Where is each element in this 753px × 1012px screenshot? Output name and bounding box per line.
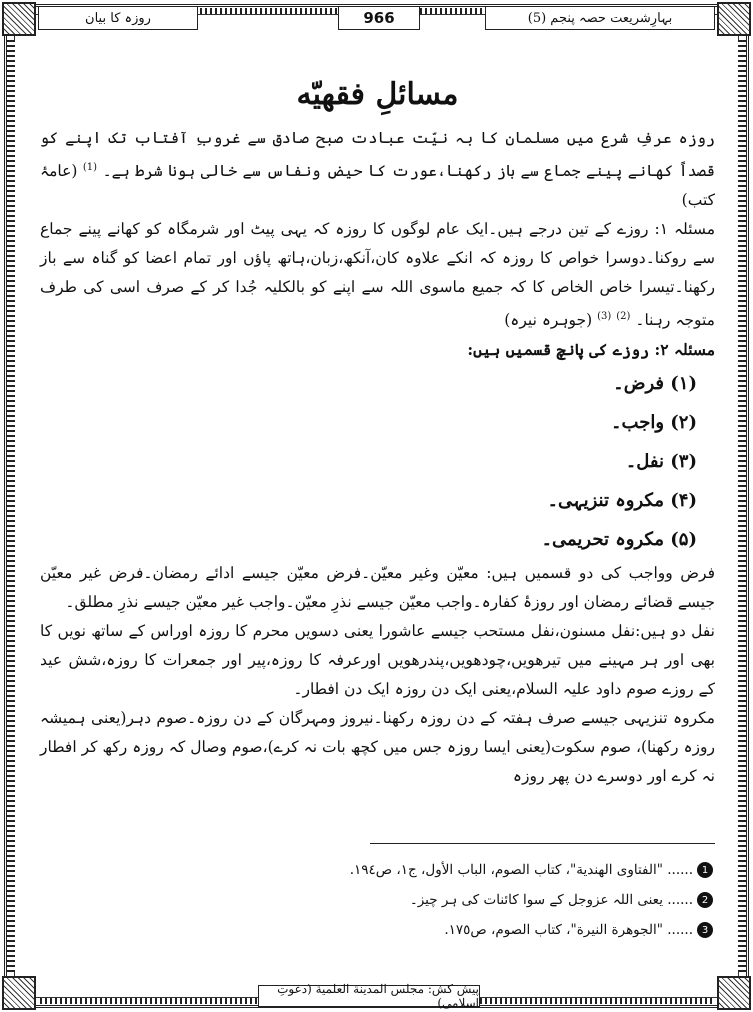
footnote-number: 3 — [697, 922, 713, 938]
fast-types-list — [40, 364, 715, 559]
footnote-ref-2: (2) — [616, 311, 631, 323]
footnote-number: 1 — [697, 862, 713, 878]
list-item: (۱) فرض۔ — [613, 373, 697, 395]
footnote-ref-3: (3) — [597, 311, 612, 323]
footnote-ref-1: (1) — [82, 162, 98, 173]
footnote-text: ...... "الجوهرة النيرة"، كتاب الصوم، ص١٧٥. — [444, 922, 693, 938]
main-content — [40, 70, 715, 791]
list-item: (۲) واجب۔ — [610, 412, 697, 434]
border-pattern-left — [7, 40, 15, 972]
paragraph-farz-wajib: فرض وواجب کی دو قسمیں ہیں: معیّن وغیر معیّن۔فرض معیّن جیسے ادائے رمضان۔فرض غیر معیّن جیسے قضائے رمضان اور روزۂ کفارہ۔واجب معیّن جیسے نذرِ معیّن۔واجب غیر معیّن جیسے نذرِ مطلق۔ — [40, 564, 715, 612]
paragraph-1-text: روزہ عرفِ شرع میں مسلمان کا بہ نیّت عبادت صبح صادق سے غروبِ آفتاب تک اپنے کو قصداً کھانے پینے جماع سے باز رکھنا،عورت کا حیض ونفاس سے خالی ہونا شرط ہے۔ — [40, 129, 715, 181]
footnote-1 — [38, 855, 713, 885]
footnotes — [38, 855, 713, 945]
list-item: (۳) نفل۔ — [625, 451, 697, 473]
masala-1 — [40, 215, 715, 335]
publisher-label: پیش کش: مجلس المدينة العلمية (دعوتِ اسلامی) — [258, 985, 480, 1007]
list-item: (۵) مکروہ تحریمی۔ — [541, 529, 697, 551]
page-footer — [0, 982, 753, 1010]
footnote-text: ...... یعنی اللہ عزوجل کے سوا کائنات کی ہر چیز۔ — [409, 892, 693, 908]
chapter-title: روزہ کا بیان — [38, 6, 198, 30]
page-number: 966 — [338, 6, 420, 30]
footnote-divider — [370, 843, 715, 844]
footnote-3 — [38, 915, 713, 945]
footnote-2 — [38, 885, 713, 915]
page-header — [0, 4, 753, 32]
list-item: (۴) مکروہ تنزیہی۔ — [547, 490, 697, 512]
book-title: بہارِشریعت حصہ پنجم (5) — [485, 6, 715, 30]
masala-1-text: مسئلہ ۱: روزے کے تین درجے ہیں۔ایک عام لوگوں کا روزہ کہ یہی پیٹ اور شرمگاہ کو کھانے پینے جماع سے روکنا۔دوسرا خواص کا روزہ کہ انکے علاوہ کان،آنکھ،زبان،ہاتھ پاؤں اور تمام اعضا کو گناہ سے باز رکھنا۔تیسرا خاص الخاص کا کہ جمیع ماسوی اللہ سے اپنے کو بالکلیہ جُدا کر کے صرف اسی کی طرف متوجہ رہنا۔ — [40, 220, 715, 330]
footnote-number: 2 — [697, 892, 713, 908]
paragraph-1 — [40, 124, 715, 215]
masala-2: مسئلہ ۲: روزے کی پانچ قسمیں ہیں: — [467, 340, 715, 360]
paragraph-makruh: مکروہ تنزیہی جیسے صرف ہفتہ کے دن روزہ رکھنا۔نیروز ومہرگان کے دن روزہ۔صوم دہر(یعنی ہمیشہ روزہ رکھنا)، صوم سکوت(یعنی ایسا روزہ جس میں کچھ بات نہ کرے)،صوم وصال کہ روزہ رکھ کر افطار نہ کرے اور دوسرے دن پھر روزہ — [40, 709, 715, 786]
section-title: مسائلِ فقهيّه — [296, 77, 459, 112]
footnote-text: ...... "الفتاوى الهندية"، كتاب الصوم، الباب الأول، ج١، ص١٩٤. — [349, 862, 693, 878]
source-ref-2: (جوہرہ نیرہ) — [504, 311, 593, 330]
source-ref-1: (عامۂ کتب) — [40, 162, 715, 210]
paragraph-nafl: نفل دو ہیں:نفل مسنون،نفل مستحب جیسے عاشورا یعنی دسویں محرم کا روزہ اوراس کے ساتھ نویں کا بھی اور ہر مہینے میں تیرھویں،چودھویں،پندرھویں اورعرفہ کا روزہ،پیر اور جمعرات کا روزہ،شش عید کے روزے صوم داود علیہ السلام،یعنی ایک دن روزہ ایک دن افطار۔ — [40, 622, 715, 699]
border-pattern-right — [738, 40, 746, 972]
